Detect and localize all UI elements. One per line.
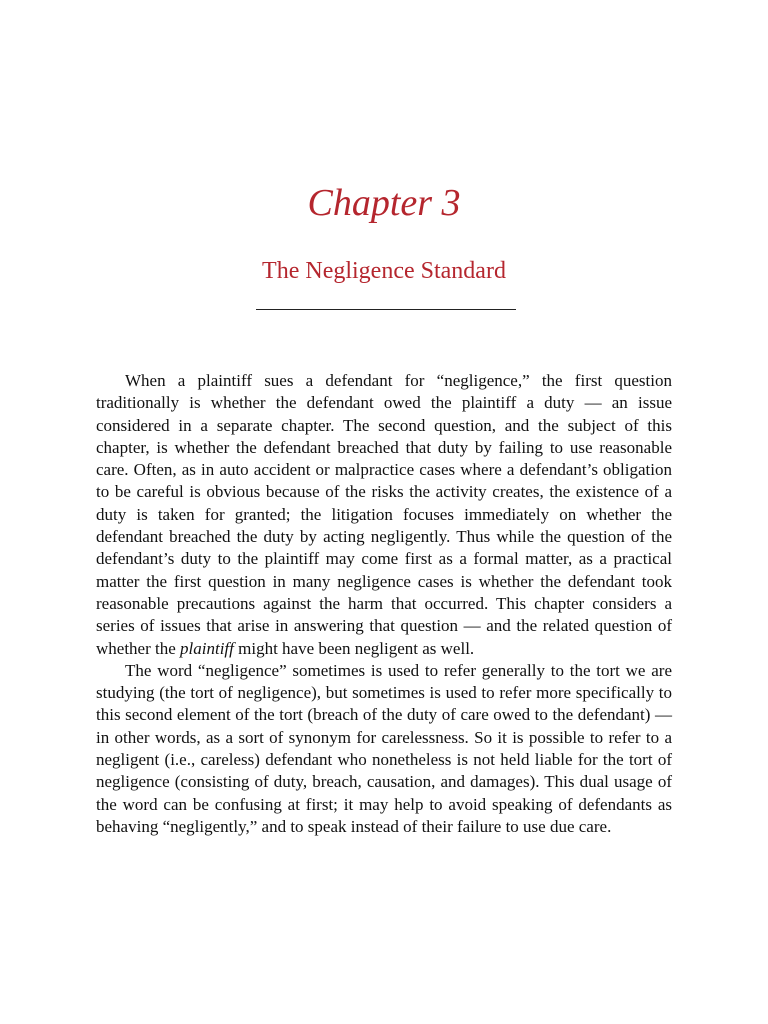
body-paragraph-1 [96, 370, 672, 660]
title-divider [256, 309, 516, 310]
chapter-title-heading: The Negligence Standard [262, 258, 506, 284]
paragraph-1-emphasis: plaintiff [180, 638, 234, 658]
paragraph-1-text: When a plaintiff sues a defendant for “negligence,” the first question traditionally is whether the defendant owed the plaintiff a duty — an issue considered in a separate chapter. The second question, and the subject of this chapter, is whether the defendant breached that duty by failing to use reasonable care. Often, as in auto accident or malpractice cases where a defendant’s obligation to be careful is obvious because of the risks the activity creates, the existence of a duty is taken for granted; the litigation focuses immediately on whether the defendant breached the duty by acting negligently. Thus while the question of the defendant’s duty to the plaintiff may come first as a formal matter, as a practical matter the first question in many negligence cases is whether the defendant took reasonable precautions against the harm that occurred. This chapter considers a series of issues that arise in answering that question — and the related question of whether the [96, 371, 672, 658]
chapter-number-heading: Chapter 3 [307, 182, 461, 224]
body-paragraph-2: The word “negligence” sometimes is used to refer generally to the tort we are studying (the tort of negligence), but sometimes is used to refer more specifically to this second element of the tort (breach of the duty of care owed to the defendant) — in other words, as a sort of synonym for carelessness. So it is possible to refer to a negligent (i.e., careless) defendant who nonetheless is not held liable for the tort of negligence (consisting of duty, breach, causation, and damages). This dual usage of the word can be confusing at first; it may help to avoid speaking of defendants as behaving “negligently,” and to speak instead of their failure to use due care. [96, 660, 672, 836]
chapter-body [96, 370, 672, 838]
paragraph-1-text-end: might have been negligent as well. [233, 638, 475, 658]
